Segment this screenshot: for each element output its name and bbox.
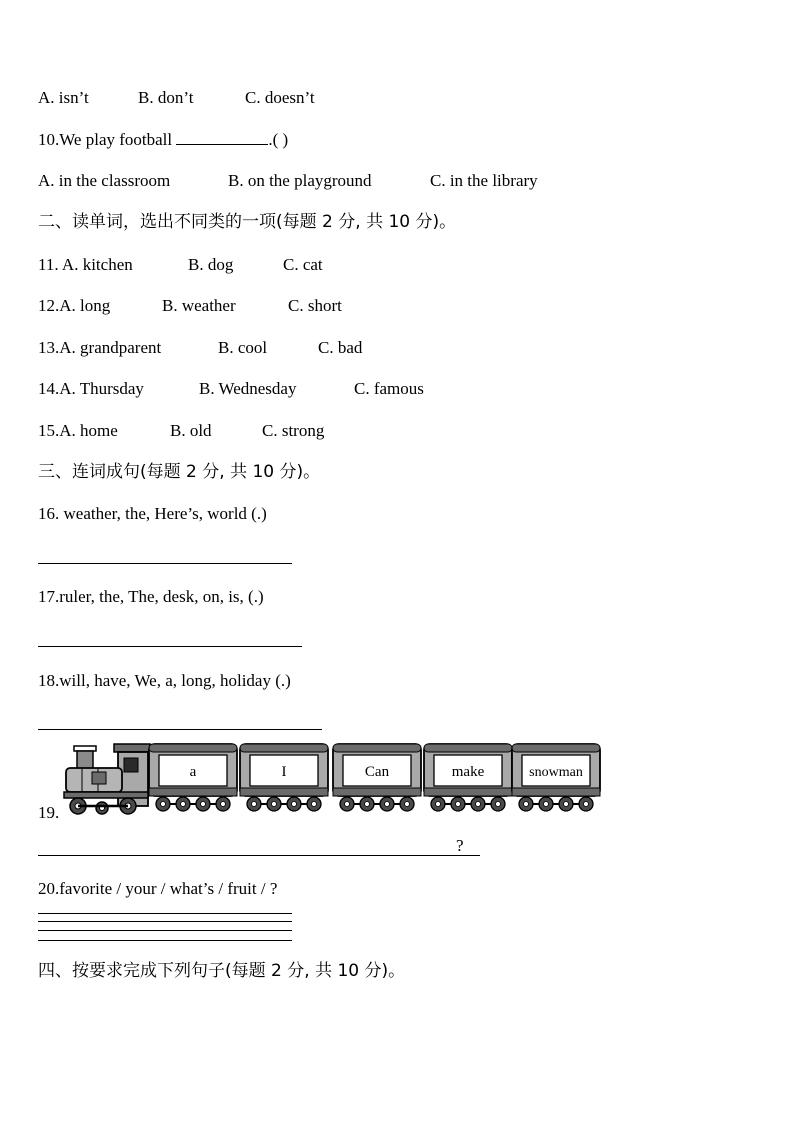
q13-option-a: 13.A. grandparent	[38, 338, 162, 357]
train-car-word: a	[189, 764, 197, 780]
train-car	[240, 744, 328, 811]
q20-writing-line[interactable]	[38, 930, 292, 931]
locomotive-icon	[64, 744, 150, 814]
q9-option-a: A. isn’t	[38, 88, 89, 107]
q12-option-c: C. short	[288, 296, 342, 315]
q17-answer-line[interactable]	[38, 646, 302, 647]
q14-option-a: 14.A. Thursday	[38, 379, 144, 398]
train-illustration	[62, 742, 602, 818]
q19-answer-line[interactable]	[38, 855, 480, 856]
q20-prompt: 20.favorite / your / what’s / fruit / ?	[38, 879, 278, 898]
train-car-word: snowman	[529, 765, 583, 780]
q9-option-c: C. doesn’t	[245, 88, 315, 107]
q10-option-b: B. on the playground	[228, 171, 372, 190]
q18-answer-line[interactable]	[38, 729, 322, 730]
q11-option-a: 11. A. kitchen	[38, 255, 133, 274]
q14-option-c: C. famous	[354, 379, 424, 398]
section-4-heading: 四、按要求完成下列句子(每题 2 分, 共 10 分)。	[38, 961, 406, 981]
train-car	[512, 744, 600, 811]
q20-writing-line[interactable]	[38, 940, 292, 941]
q19-number: 19.	[38, 803, 60, 822]
q11-option-b: B. dog	[188, 255, 234, 274]
q20-writing-line[interactable]	[38, 913, 292, 914]
train-car-word: Can	[364, 764, 390, 780]
q10-option-c: C. in the library	[430, 171, 538, 190]
q9-option-b: B. don’t	[138, 88, 194, 107]
q17-prompt: 17.ruler, the, The, desk, on, is, (.)	[38, 587, 264, 606]
q12-option-b: B. weather	[162, 296, 236, 315]
train-car-word: I	[281, 764, 287, 780]
q15-option-c: C. strong	[262, 421, 325, 440]
q12-option-a: 12.A. long	[38, 296, 111, 315]
q13-option-c: C. bad	[318, 338, 363, 357]
q10-blank	[176, 130, 268, 145]
q16-prompt: 16. weather, the, Here’s, world (.)	[38, 504, 267, 523]
train-car	[149, 744, 237, 811]
q18-prompt: 18.will, have, We, a, long, holiday (.)	[38, 671, 291, 690]
q15-option-b: B. old	[170, 421, 212, 440]
section-2-heading: 二、读单词，选出不同类的一项(每题 2 分, 共 10 分)。	[38, 212, 457, 232]
q15-option-a: 15.A. home	[38, 421, 118, 440]
q20-writing-line[interactable]	[38, 921, 292, 922]
train-car	[333, 744, 421, 811]
train-car-word: make	[451, 764, 485, 780]
train-car	[424, 744, 512, 811]
section-3-heading: 三、连词成句(每题 2 分, 共 10 分)。	[38, 462, 321, 482]
q13-option-b: B. cool	[218, 338, 268, 357]
q11-option-c: C. cat	[283, 255, 323, 274]
q10-stem: 10.We play football	[38, 130, 173, 149]
q10-question	[38, 130, 288, 150]
q10-option-a: A. in the classroom	[38, 171, 171, 190]
q19-question-mark: ?	[456, 836, 464, 855]
q10-tail: .( )	[268, 130, 289, 149]
q16-answer-line[interactable]	[38, 563, 292, 564]
q14-option-b: B. Wednesday	[199, 379, 297, 398]
